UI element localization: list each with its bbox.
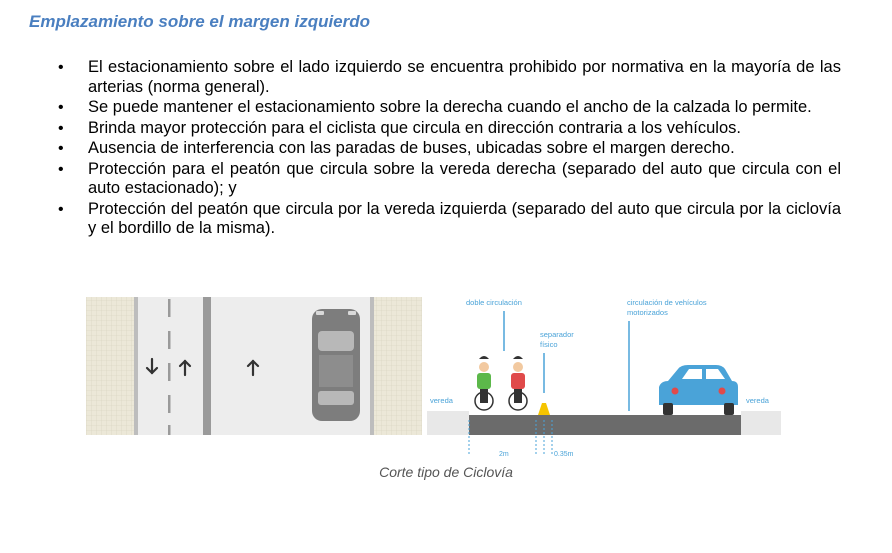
left-curb — [134, 297, 138, 435]
label-vereda-right: vereda — [746, 396, 769, 405]
bullet-list — [58, 58, 841, 240]
bikeway-figure — [86, 295, 786, 465]
car-top-icon — [312, 309, 360, 421]
left-sidewalk — [427, 411, 469, 435]
list-item: • Protección del peatón que circula por la vereda izquierda (separado del auto que circula por la ciclovía y el bordillo de la misma). — [58, 200, 841, 239]
label-separador: separador — [540, 330, 574, 339]
figure-caption: Corte tipo de Ciclovía — [379, 464, 513, 480]
label-fisico: físico — [540, 340, 558, 349]
list-item: • Brinda mayor protección para el ciclista que circula en dirección contraria a los vehículos. — [58, 119, 841, 139]
list-item: • Se puede mantener el estacionamiento sobre la derecha cuando el ancho de la calzada lo permite. — [58, 98, 841, 118]
label-doble-circulacion: doble circulación — [466, 298, 522, 307]
bikeway-diagram — [86, 295, 786, 465]
cross-section — [427, 298, 781, 458]
right-sidewalk-tiles — [374, 297, 422, 435]
list-item: • Ausencia de interferencia con las paradas de buses, ubicadas sobre el margen derecho. — [58, 139, 841, 159]
right-sidewalk — [741, 411, 781, 435]
label-circulacion: circulación de vehículos — [627, 298, 707, 307]
list-item: • Protección para el peatón que circula sobre la vereda derecha (separado del auto que circula con el auto estacionado); y — [58, 160, 841, 199]
list-item: • El estacionamiento sobre el lado izquierdo se encuentra prohibido por normativa en la mayoría de las arterias (norma general). — [58, 58, 841, 97]
label-vereda-left: vereda — [430, 396, 453, 405]
dim-label-035m: 0.35m — [554, 451, 574, 458]
car-side-icon — [659, 365, 738, 415]
cyclist-icon — [509, 356, 527, 410]
road-surface — [469, 415, 741, 435]
separator-strip — [203, 297, 211, 435]
label-motorizados: motorizados — [627, 308, 668, 317]
cyclist-icon — [475, 356, 493, 410]
plan-view — [86, 297, 422, 435]
left-sidewalk-tiles — [86, 297, 134, 435]
section-heading: Emplazamiento sobre el margen izquierdo — [29, 12, 371, 31]
dim-label-2m: 2m — [499, 451, 509, 458]
physical-separator — [538, 403, 550, 415]
right-curb — [370, 297, 374, 435]
